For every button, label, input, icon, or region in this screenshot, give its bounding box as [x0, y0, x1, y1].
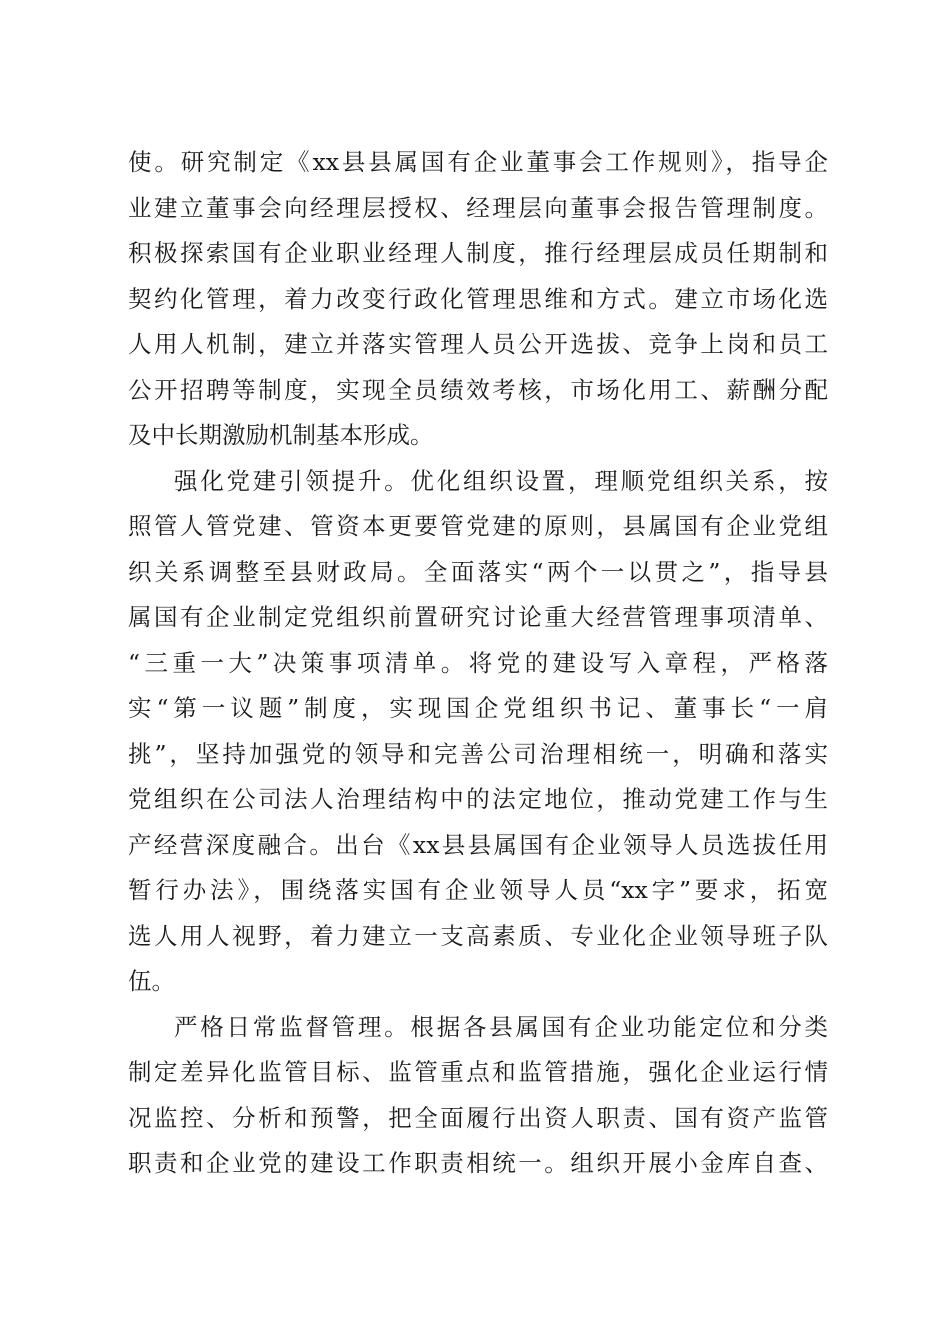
- paragraph-start-line: 严格日常监督管理。根据各县属国有企业功能定位和分类: [174, 1012, 828, 1041]
- text-line: 人用人机制，建立并落实管理人员公开选拔、竞争上岗和员工: [128, 330, 828, 358]
- text-line: “三重一大”决策事项清单。将党的建设写入章程，严格落: [128, 648, 828, 677]
- text-line: 及中长期激励机制基本形成。: [128, 421, 434, 449]
- body-text: [128, 140, 828, 1187]
- text-line: 契约化管理，着力改变行政化管理思维和方式。建立市场化选: [128, 284, 828, 313]
- text-line: 选人用人视野，着力建立一支高素质、专业化企业领导班子队: [128, 921, 828, 950]
- text-line: 实“第一议题”制度，实现国企党组织书记、董事长“一肩: [128, 694, 828, 722]
- text-line: 挑”，坚持加强党的领导和完善公司治理相统一，明确和落实: [128, 739, 828, 768]
- text-line: 积极探索国有企业职业经理人制度，推行经理层成员任期制和: [128, 239, 828, 267]
- paragraph-start-line: 强化党建引领提升。优化组织设置，理顺党组织关系，按: [174, 466, 828, 495]
- text-line: 伍。: [128, 967, 175, 995]
- text-line: 织关系调整至县财政局。全面落实“两个一以贯之”，指导县: [128, 557, 828, 586]
- text-line: 况监控、分析和预警，把全面履行出资人职责、国有资产监管: [128, 1103, 828, 1132]
- text-line: 属国有企业制定党组织前置研究讨论重大经营管理事项清单、: [128, 603, 828, 631]
- text-line: 业建立董事会向经理层授权、经理层向董事会报告管理制度。: [128, 193, 828, 222]
- text-line: 职责和企业党的建设工作职责相统一。组织开展小金库自查、: [128, 1149, 828, 1177]
- text-line: 照管人管党建、管资本更要管党建的原则，县属国有企业党组: [128, 512, 828, 540]
- text-line: 公开招聘等制度，实现全员绩效考核，市场化用工、薪酬分配: [128, 375, 828, 404]
- text-line: 使。研究制定《xx县县属国有企业董事会工作规则》，指导企: [128, 148, 828, 176]
- text-line: 暂行办法》，围绕落实国有企业领导人员“xx字”要求，拓宽: [128, 876, 828, 904]
- text-line: 党组织在公司法人治理结构中的法定地位，推动党建工作与生: [128, 785, 828, 813]
- text-line: 产经营深度融合。出台《xx县县属国有企业领导人员选拔任用: [128, 830, 828, 859]
- text-line: 制定差异化监管目标、监管重点和监管措施，强化企业运行情: [128, 1058, 828, 1086]
